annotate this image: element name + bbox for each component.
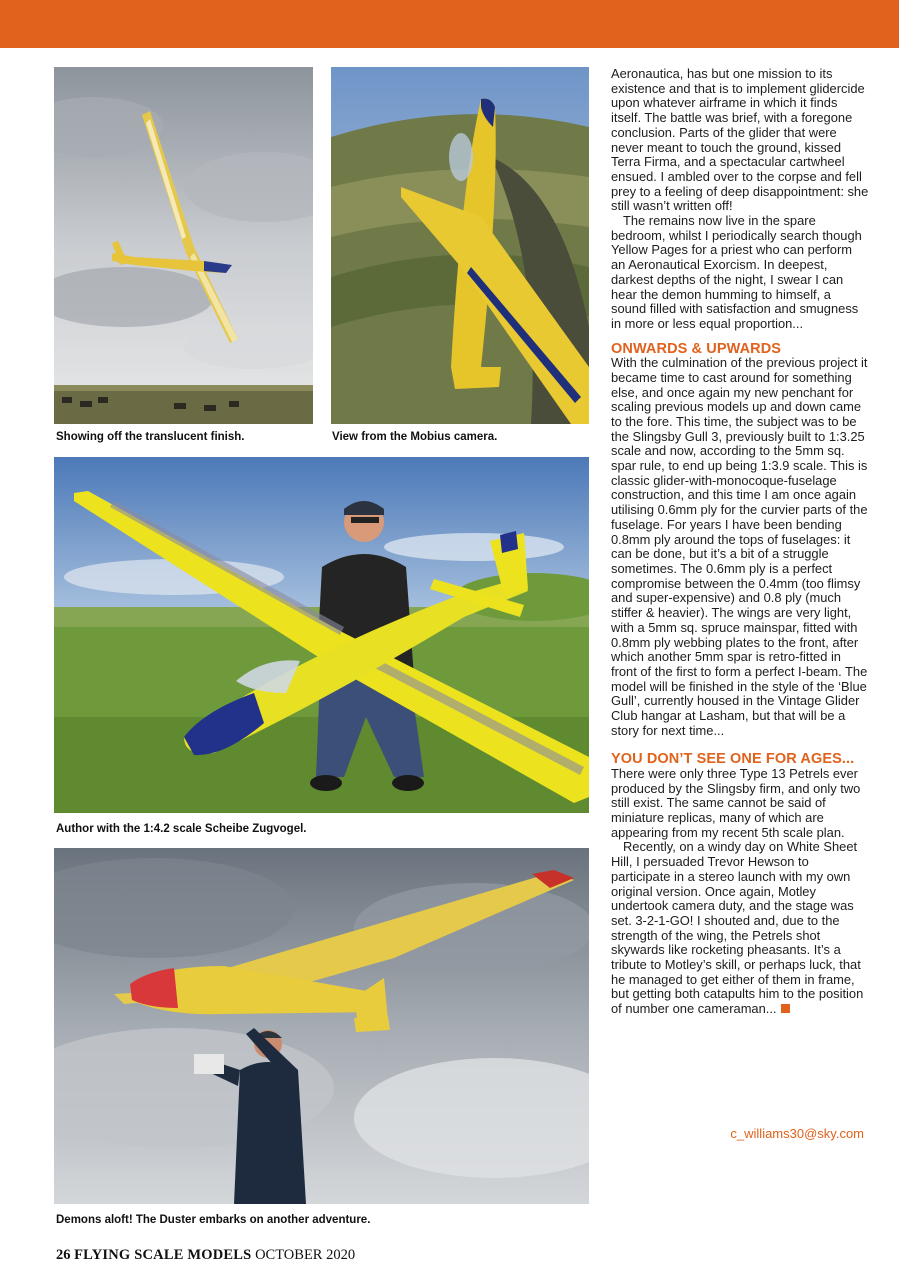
photo-mobius-view <box>331 67 589 424</box>
article-paragraph: The remains now live in the spare bedroom, whilst I periodically search though Yellow Pages for a priest who can perform an Aeronautical Exorcism. In deepest, darkest depths of the night, I swear I can hear the demon humming to himself, a sound filled with satisfaction and smugness in more or less equal proportion... <box>611 213 862 331</box>
photo-author-zugvogel <box>54 457 589 813</box>
page-footer <box>56 1247 355 1264</box>
page-number: 26 <box>56 1247 71 1263</box>
article-paragraph: With the culmination of the previous project it became time to cast around for something else, and once again my new penchant for scaling previous models up and down came to the fore. This time, the subject was to be the Slingsby Gull 3, previously built to 1:3.25 scale and now, according to the 5mm sq. spar rule, to end up being 1:3.9 scale. This is classic glider-with-monocoque-fuselage construction, and this time I am once again utilising 0.6mm ply for the curvier parts of the fuselage. For years I have been bending 0.8mm ply around the tops of fuselages: it can be done, but it’s a bit of a struggle sometimes. The 0.6mm ply is a perfect compromise between the 0.4mm (too flimsy and super-expensive) and 0.8 ply (much stiffer & heavier). The wings are very light, with a 5mm sq. spruce mainspar, fitted with 0.8mm ply webbing plates to the front, after which another 5mm spar is retro-fitted in front of the first to form a perfect I-beam. The model will be finished in the style of the ‘Blue Gull’, currently housed in the Vintage Glider Club hangar at Lasham, but that will be a story for next time... <box>611 355 868 738</box>
issue-date: OCTOBER 2020 <box>255 1247 356 1263</box>
photo-duster-launch <box>54 848 589 1204</box>
article-paragraph: There were only three Type 13 Petrels ever produced by the Slingsby firm, and only two still exist. The same cannot be said of miniature replicas, many of which are appearing from my recent 5th scale plan. <box>611 765 861 840</box>
article-column <box>611 67 869 1017</box>
photo1-caption: Showing off the translucent finish. <box>56 431 245 443</box>
end-mark-icon <box>781 1004 790 1013</box>
article-paragraph <box>611 840 869 1016</box>
photo4-caption: Demons aloft! The Duster embarks on another adventure. <box>56 1214 371 1226</box>
photo3-caption: Author with the 1:4.2 scale Scheibe Zugvogel. <box>56 823 307 835</box>
photo-glider-banking <box>54 67 313 424</box>
article-paragraph: Aeronautica, has but one mission to its existence and that is to implement glidercide upon whatever airframe in which it finds itself. The battle was brief, with a foregone conclusion. Parts of the glider that were never meant to touch the ground, kissed Terra Firma, and a spectacular cartwheel ensued. I ambled over to the corpse and fell prey to a feeling of deep disappointment: she still wasn’t written off! <box>611 66 869 214</box>
photo2-caption: View from the Mobius camera. <box>332 431 498 443</box>
author-email[interactable]: c_williams30@sky.com <box>730 1126 864 1141</box>
section-heading: YOU DON’T SEE ONE FOR AGES... <box>611 751 855 768</box>
article-paragraph-text: Recently, on a windy day on White Sheet Hill, I persuaded Trevor Hewson to participate in a stereo launch with my own original version. Once again, Motley undertook camera duty, and the stage was set. 3-2-1-GO! I shouted and, due to the strength of the wing, the Petrels shot skywards like rocketing pheasants. It’s a tribute to Motley’s skill, or perhaps luck, that he managed to get either of them in frame, but getting both catapults him to the position of number one cameraman... <box>611 839 864 1017</box>
magazine-title: FLYING SCALE MODELS <box>74 1247 252 1263</box>
header-bar <box>0 0 899 48</box>
section-heading: ONWARDS & UPWARDS <box>611 340 782 357</box>
